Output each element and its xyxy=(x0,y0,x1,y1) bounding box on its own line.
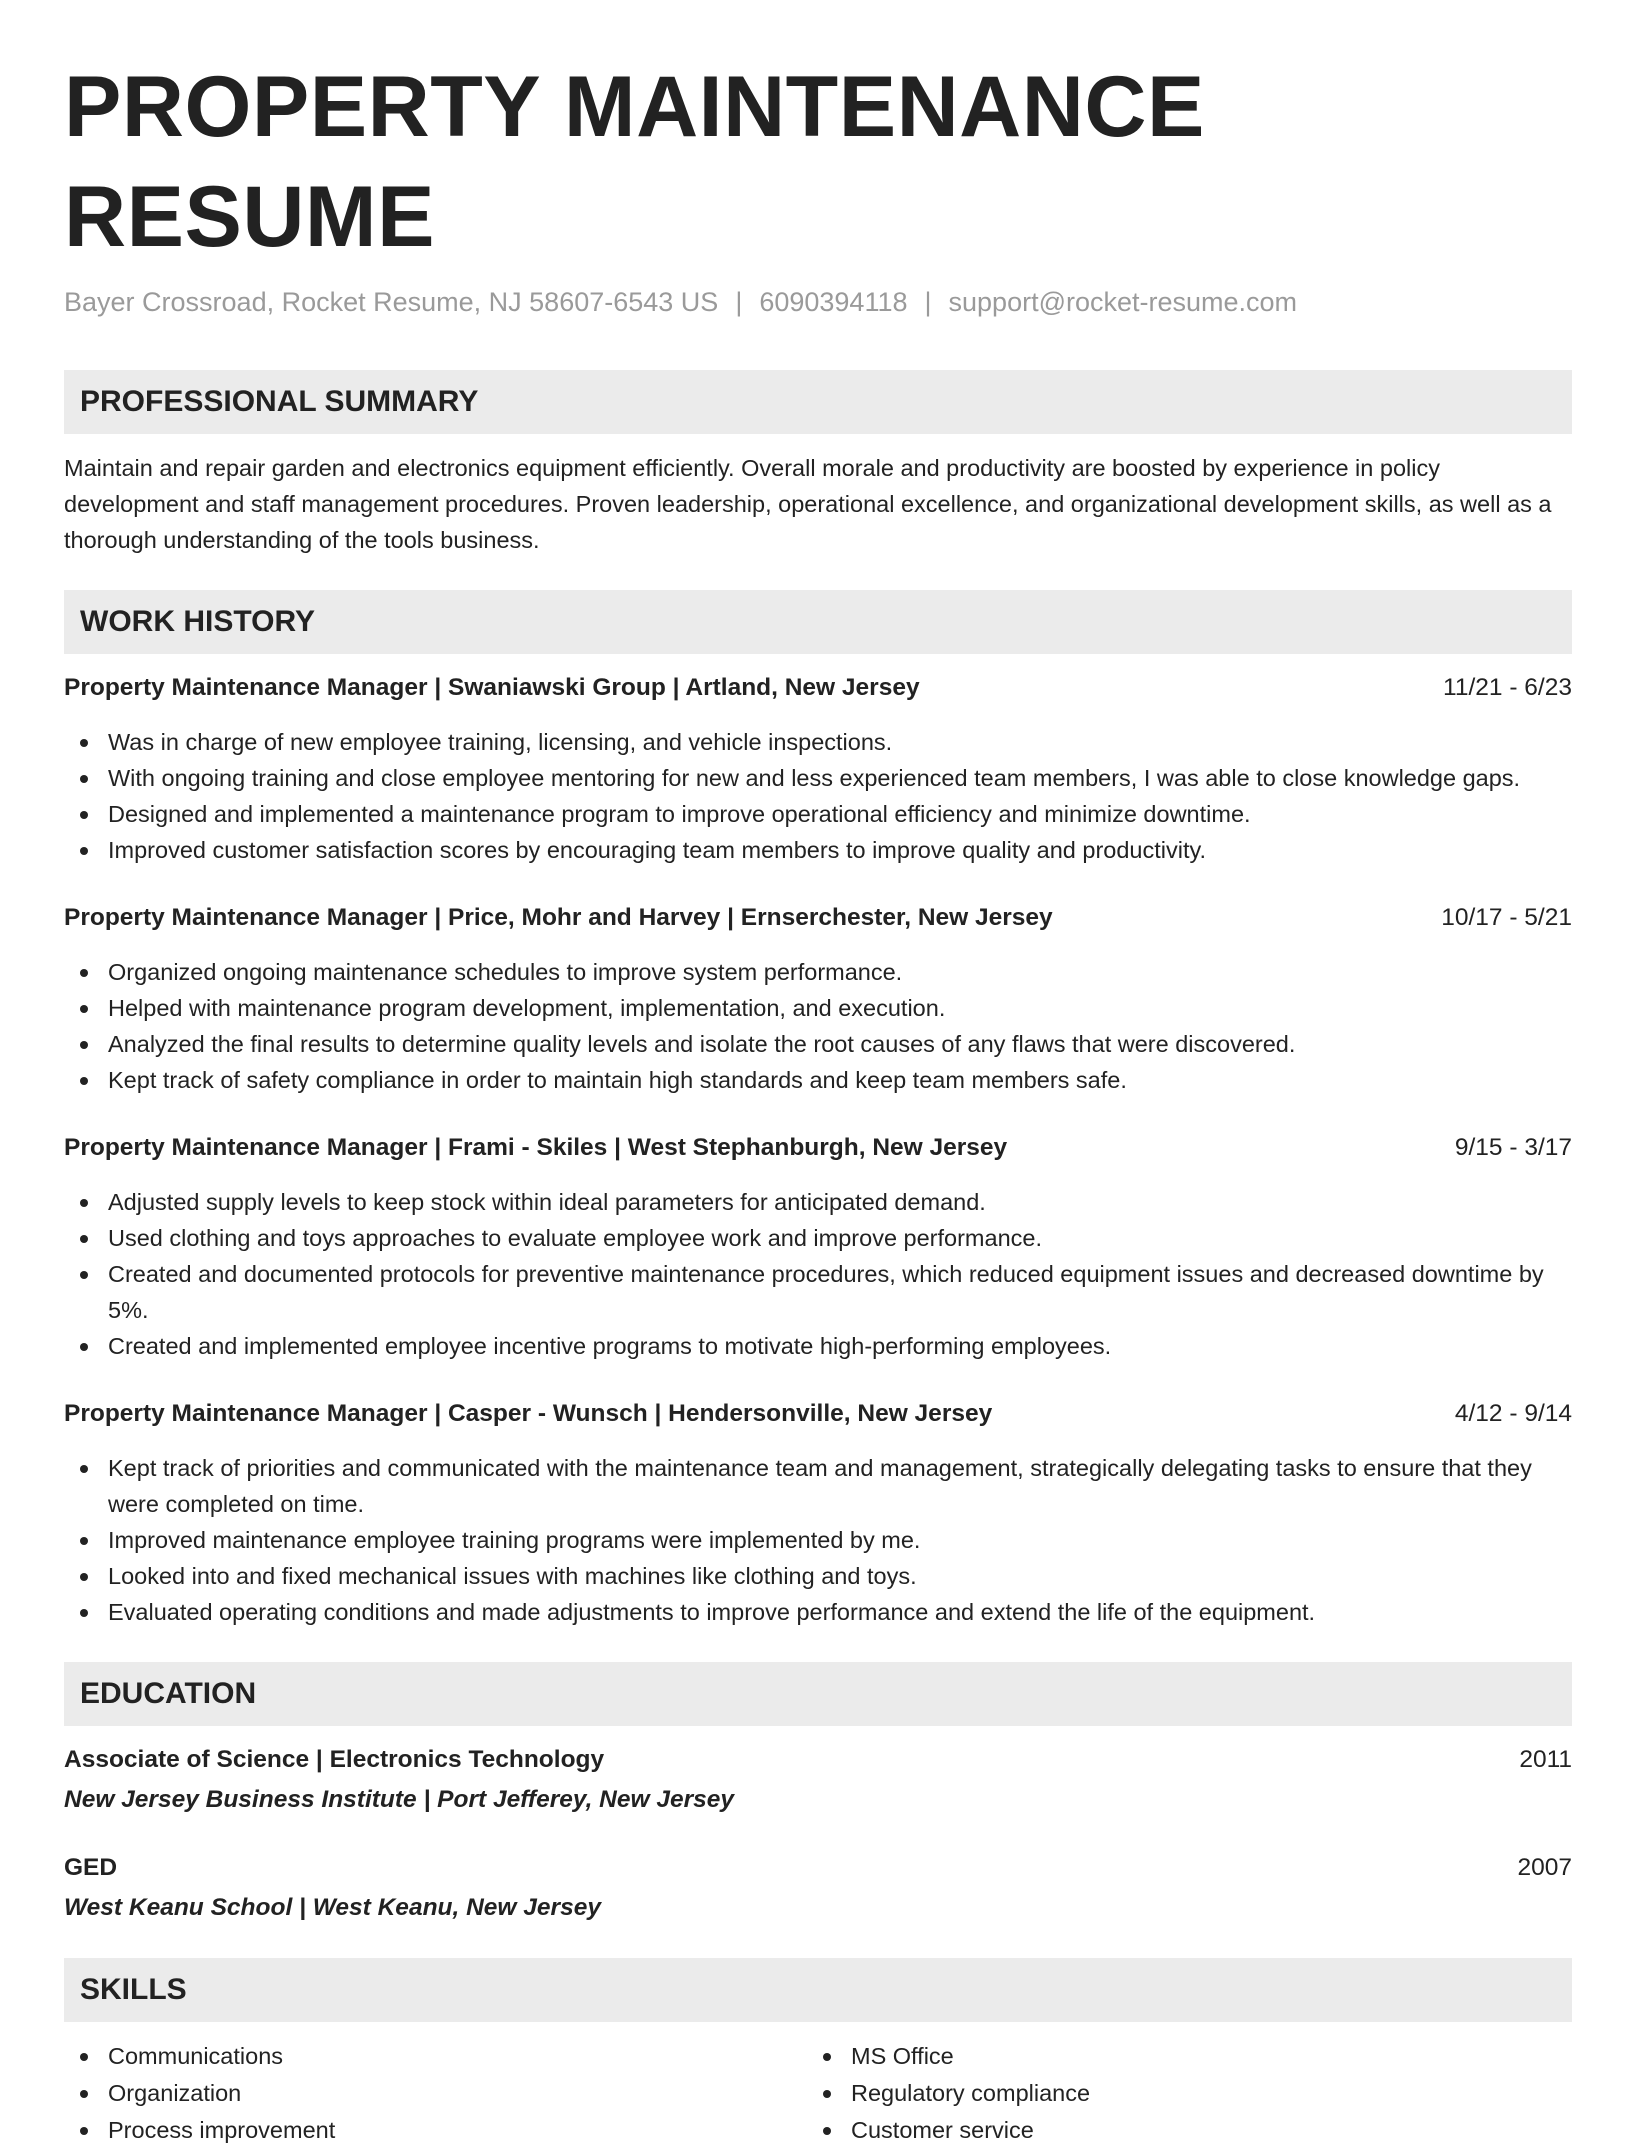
skill-item: Organization xyxy=(64,2075,807,2112)
job-bullet: Looked into and fixed mechanical issues with machines like clothing and toys. xyxy=(64,1558,1572,1594)
work-history-heading: WORK HISTORY xyxy=(64,590,1572,654)
job-bullet: Adjusted supply levels to keep stock within ideal parameters for anticipated demand. xyxy=(64,1184,1572,1220)
job-bullets xyxy=(64,1184,1572,1364)
education-section xyxy=(64,1662,1572,1926)
education-school: West Keanu School | West Keanu, New Jersey xyxy=(64,1894,601,1921)
job-dates: 9/15 - 3/17 xyxy=(1454,1134,1572,1161)
job-header xyxy=(64,1396,1572,1432)
job-bullets xyxy=(64,724,1572,868)
contact-address: Bayer Crossroad, Rocket Resume, NJ 58607-6543 US xyxy=(64,287,719,317)
skills-columns xyxy=(64,2038,1572,2149)
skill-item: Communications xyxy=(64,2038,807,2075)
education-year: 2011 xyxy=(1519,1746,1572,1773)
education-entry xyxy=(64,1742,1572,1818)
contact-line xyxy=(64,284,1572,320)
job-bullet: Kept track of priorities and communicated with the maintenance team and management, strategically delegating tasks to ensure that they were completed on time. xyxy=(64,1450,1572,1522)
job-bullet: Evaluated operating conditions and made adjustments to improve performance and extend the life of the equipment. xyxy=(64,1594,1572,1630)
job-bullet: Designed and implemented a maintenance program to improve operational efficiency and minimize downtime. xyxy=(64,796,1572,832)
education-entry xyxy=(64,1850,1572,1926)
work-history-section xyxy=(64,590,1572,1630)
skill-item: Customer service xyxy=(807,2112,1550,2149)
job-header xyxy=(64,900,1572,936)
job-bullet: Kept track of safety compliance in order to maintain high standards and keep team members safe. xyxy=(64,1062,1572,1098)
job-bullet: Analyzed the final results to determine quality levels and isolate the root causes of any flaws that were discovered. xyxy=(64,1026,1572,1062)
contact-separator: | xyxy=(735,287,743,317)
skills-column-left xyxy=(64,2038,807,2149)
contact-phone: 6090394118 xyxy=(759,287,908,317)
education-school: New Jersey Business Institute | Port Jefferey, New Jersey xyxy=(64,1786,735,1813)
job-bullets xyxy=(64,954,1572,1098)
skill-item: MS Office xyxy=(807,2038,1550,2075)
job-entry xyxy=(64,670,1572,868)
job-title: Property Maintenance Manager | Swaniawski Group | Artland, New Jersey xyxy=(64,674,920,701)
skill-item: Process improvement xyxy=(64,2112,807,2149)
job-bullet: With ongoing training and close employee mentoring for new and less experienced team members, I was able to close knowledge gaps. xyxy=(64,760,1572,796)
education-degree: Associate of Science | Electronics Technology xyxy=(64,1746,605,1773)
job-title: Property Maintenance Manager | Price, Mohr and Harvey | Ernserchester, New Jersey xyxy=(64,904,1053,931)
job-bullets xyxy=(64,1450,1572,1630)
job-dates: 11/21 - 6/23 xyxy=(1443,674,1572,701)
job-header xyxy=(64,1130,1572,1166)
job-bullet: Created and implemented employee incentive programs to motivate high-performing employees. xyxy=(64,1328,1572,1364)
job-bullet: Used clothing and toys approaches to evaluate employee work and improve performance. xyxy=(64,1220,1572,1256)
job-bullet: Improved maintenance employee training programs were implemented by me. xyxy=(64,1522,1572,1558)
job-header xyxy=(64,670,1572,706)
job-entry xyxy=(64,1396,1572,1630)
job-bullet: Improved customer satisfaction scores by encouraging team members to improve quality and productivity. xyxy=(64,832,1572,868)
job-bullet: Was in charge of new employee training, licensing, and vehicle inspections. xyxy=(64,724,1572,760)
summary-heading: PROFESSIONAL SUMMARY xyxy=(64,370,1572,434)
job-title: Property Maintenance Manager | Casper - Wunsch | Hendersonville, New Jersey xyxy=(64,1400,993,1427)
skills-column-right xyxy=(807,2038,1550,2149)
summary-section xyxy=(64,370,1572,558)
job-bullet: Helped with maintenance program development, implementation, and execution. xyxy=(64,990,1572,1026)
job-entry xyxy=(64,900,1572,1098)
job-entry xyxy=(64,1130,1572,1364)
skills-section xyxy=(64,1958,1572,2149)
resume-content xyxy=(64,52,1572,2149)
education-heading: EDUCATION xyxy=(64,1662,1572,1726)
job-dates: 10/17 - 5/21 xyxy=(1441,904,1572,931)
job-bullet: Created and documented protocols for preventive maintenance procedures, which reduced equipment issues and decreased downtime by 5%. xyxy=(64,1256,1572,1328)
education-header xyxy=(64,1742,1572,1778)
summary-text: Maintain and repair garden and electronics equipment efficiently. Overall morale and productivity are boosted by experience in policy development and staff management procedures. Proven leadership, operational excellence, and organizational development skills, as well as a thorough understanding of the tools business. xyxy=(64,455,1552,553)
skills-heading: SKILLS xyxy=(64,1958,1572,2022)
contact-separator: | xyxy=(924,287,932,317)
education-header xyxy=(64,1850,1572,1886)
resume-title: PROPERTY MAINTENANCE RESUME xyxy=(64,59,1205,265)
job-title: Property Maintenance Manager | Frami - Skiles | West Stephanburgh, New Jersey xyxy=(64,1134,1008,1161)
contact-email: support@rocket-resume.com xyxy=(948,287,1298,317)
skill-item: Regulatory compliance xyxy=(807,2075,1550,2112)
job-bullet: Organized ongoing maintenance schedules to improve system performance. xyxy=(64,954,1572,990)
education-year: 2007 xyxy=(1517,1854,1572,1881)
education-degree: GED xyxy=(64,1854,118,1881)
job-dates: 4/12 - 9/14 xyxy=(1454,1400,1572,1427)
